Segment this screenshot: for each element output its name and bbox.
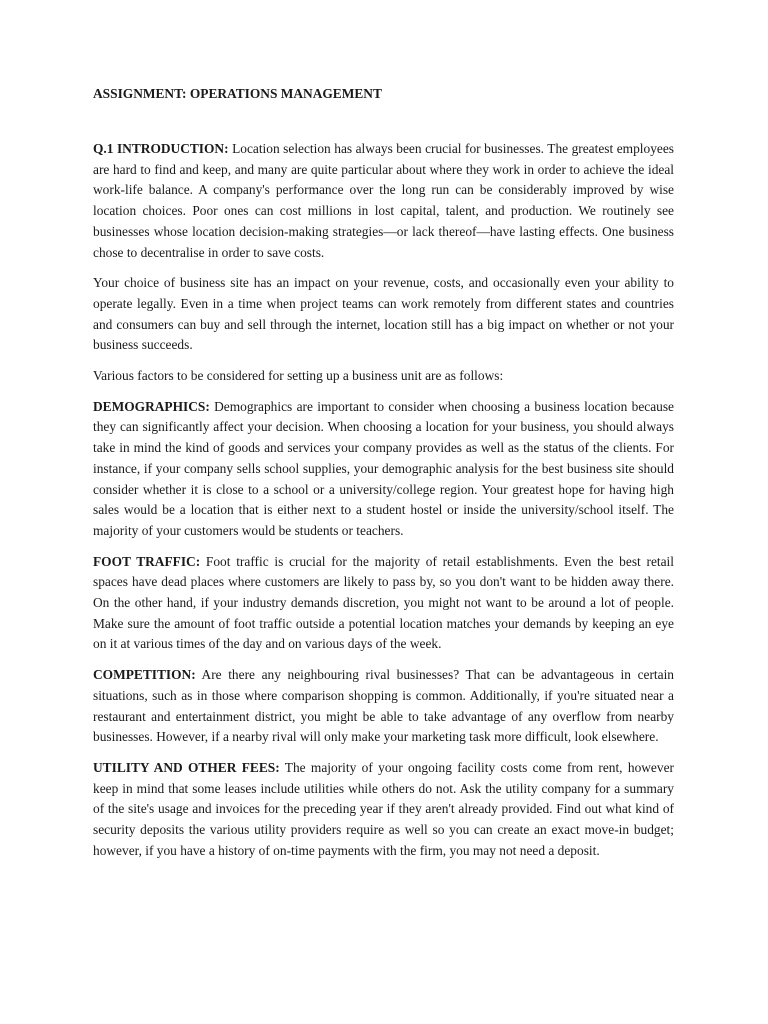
paragraph-text: Foot traffic is crucial for the majority of retail establishments. Even the best retail spaces have dead places where customers are likely to pass by, so you don't want to be hidden away there. On the other hand, if your industry demands discretion, you might not want to be around a lot of people. Make sure the amount of foot traffic outside a potential location matches your demands by keeping an eye on it at various times of the day and on various days of the week.	[93, 553, 674, 652]
paragraph-heading: FOOT TRAFFIC:	[93, 553, 201, 569]
paragraph-introduction	[93, 139, 674, 263]
paragraph-text: Various factors to be considered for setting up a business unit are as follows:	[93, 368, 504, 384]
paragraph-heading: Q.1 INTRODUCTION:	[93, 141, 229, 156]
paragraph-demographics	[93, 397, 674, 542]
paragraph-heading: UTILITY AND OTHER FEES:	[93, 759, 280, 775]
paragraph-heading: COMPETITION:	[93, 667, 196, 683]
document-page	[93, 84, 674, 872]
paragraph-utility-fees	[93, 758, 674, 862]
paragraph-text: Demographics are important to consider when choosing a business location because they can significantly affect your decision. When choosing a location for your business, you should always take in mind the kind of goods and services your company provides as well as the status of the clients. For instance, if your company sells school supplies, your demographic analysis for the best business site should consider whether it is close to a school or a university/college region. Your greatest hope for having high sales would be a location that is either next to a student hostel or inside the university/school itself. The majority of your customers would be students or teachers.	[93, 398, 674, 538]
paragraph-business-site	[93, 273, 674, 356]
paragraph-text: Are there any neighbouring rival businesses? That can be advantageous in certain situations, such as in those where comparison shopping is common. Additionally, if you're situated near a restaurant and entertainment district, you might be able to take advantage of any overflow from nearby businesses. However, if a nearby rival will only make your marketing task more difficult, look elsewhere.	[93, 667, 674, 745]
paragraph-factors-intro	[93, 366, 674, 387]
paragraph-foot-traffic	[93, 552, 674, 656]
paragraph-text: Your choice of business site has an impact on your revenue, costs, and occasionally even your ability to operate legally. Even in a time when project teams can work remotely from different states and countries and consumers can buy and sell through the internet, location still has a big impact on whether or not your business succeeds.	[93, 275, 674, 353]
paragraph-competition	[93, 665, 674, 748]
paragraph-text: The majority of your ongoing facility costs come from rent, however keep in mind that some leases include utilities while others do not. Ask the utility company for a summary of the site's usage and invoices for the preceding year if they aren't already provided. Find out what kind of security deposits the various utility providers require as well so you can create an exact move-in budget; however, if you have a history of on-time payments with the firm, you may not need a deposit.	[93, 759, 674, 858]
paragraph-heading: DEMOGRAPHICS:	[93, 398, 210, 414]
paragraph-text: Location selection has always been crucial for businesses. The greatest employees are hard to find and keep, and many are quite particular about where they work in order to achieve the ideal work-life balance. A company's performance over the long run can be considerably improved by wise location choices. Poor ones can cost millions in lost capital, talent, and production. We routinely see businesses whose location decision-making strategies—or lack thereof—have lasting effects. One business chose to decentralise in order to save costs.	[93, 141, 674, 260]
document-title: ASSIGNMENT: OPERATIONS MANAGEMENT	[93, 86, 382, 101]
